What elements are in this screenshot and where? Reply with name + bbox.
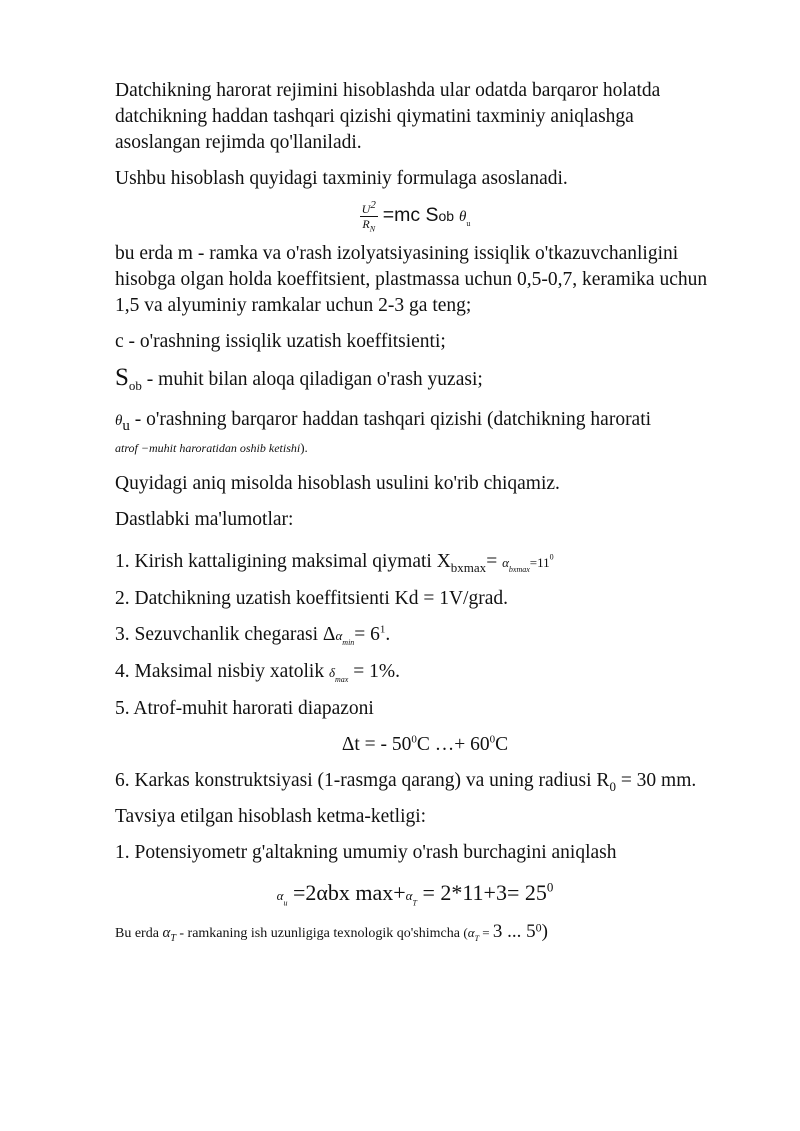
item-4: 4. Maksimal nisbiy xatolik $\delta_{max} = 1\%$. — [115, 661, 400, 684]
temperature-range: Δt = - $50^0C$ …+ $60^0C$ — [341, 733, 509, 756]
formula-heat: $\frac{U^2}{R_N}$ =mc Sob $\theta_u$ — [361, 199, 471, 234]
definition-m: bu erda m - ramka va o'rash izolyatsiyasining issiqlik o'tkazuvchanligini hisobga olgan holda koeffitsient, plastmassa uchun 0,5-0,7, keramika uchun 1,5 va alyuminiy ramkalar uchun 2-3 ga teng; — [115, 243, 708, 317]
formula-intro: Ushbu hisoblash quyidagi taxminiy formulaga asoslanadi. — [115, 168, 568, 189]
item-5: 5. Atrof-muhit harorati diapazoni — [115, 698, 374, 720]
data-title: Dastlabki ma'lumotlar: — [115, 509, 294, 531]
sequence-title: Tavsiya etilgan hisoblash ketma-ketligi: — [115, 806, 427, 828]
item-2: 2. Datchikning uzatish koeffitsienti Kd = 1V/grad. — [115, 588, 508, 610]
item-1: 1. Kirish kattaligining maksimal qiymati $X_{bxmax}= \alpha_{bxmax}=11^0$ — [115, 551, 554, 575]
example-intro: Quyidagi aniq misolda hisoblash usulini ko'rib chiqamiz. — [115, 473, 560, 495]
fraction-u2-rn: $\frac{U^2}{R_N}$ — [361, 199, 376, 234]
document-page — [115, 78, 715, 957]
intro-paragraph: Datchikning harorat rejimini hisoblashda ular odatda barqaror holatda datchikning haddan tashqari qizishi qiymatini taxminiy aniqlashga asoslangan rejimda qo'llaniladi. — [115, 80, 661, 153]
item-6: 6. Karkas konstruktsiyasi (1-rasmga qarang) va uning radiusi $R_0 = 30$ mm. — [115, 770, 697, 794]
item-3: 3. Sezuvchanlik chegarasi $\Delta\alpha_{min}= 6^1$. — [115, 623, 391, 647]
definition-c: c - o'rashning issiqlik uzatish koeffitsienti; — [115, 331, 446, 353]
definition-theta: $\theta_u$ - o'rashning barqaror haddan tashqari qizishi (datchikning harorati atrof −muhit haroratidan oshib ketishi). — [115, 409, 652, 456]
technological-addition-note: Bu erda $\alpha_T$ - ramkaning ish uzunligiga texnologik qo'shimcha ($\alpha_T = 3$ ... $5^0$) — [115, 920, 548, 944]
definition-s: $S_{ob}$ - muhit bilan aloqa qiladigan o'rash yuzasi; — [115, 364, 483, 393]
step-1: 1. Potensiyometr g'altakning umumiy o'rash burchagini aniqlash — [115, 842, 617, 864]
formula-winding-angle: $\alpha_u =2\alpha bx$ $\max+\alpha_T = 2*11+3= 25^0$ — [276, 879, 554, 908]
